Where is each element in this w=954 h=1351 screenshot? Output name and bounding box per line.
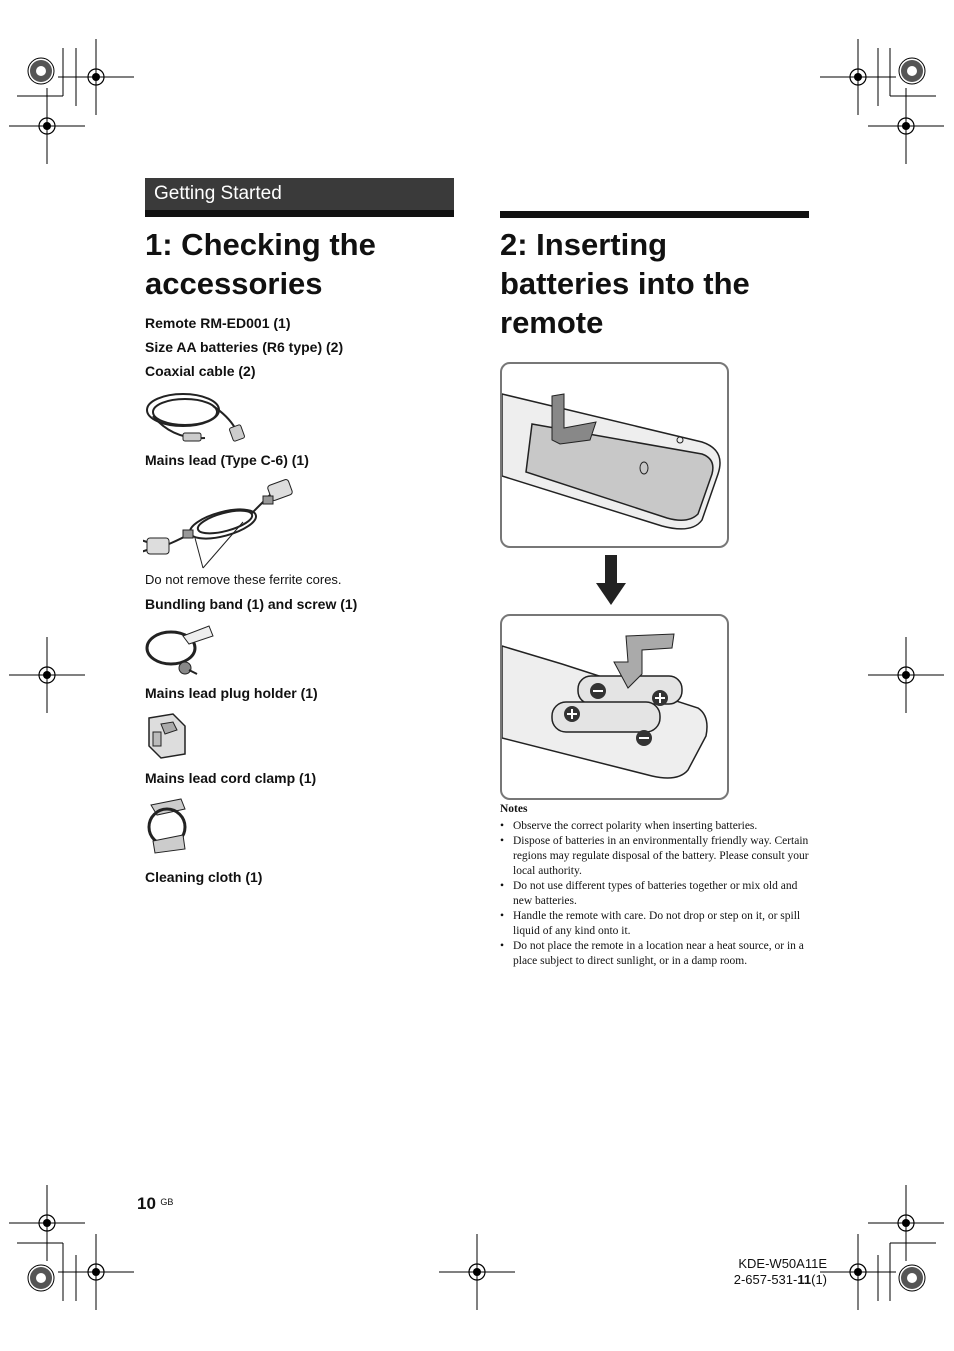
page-number-value: 10: [137, 1194, 156, 1213]
code-bold: 11: [797, 1272, 812, 1287]
heading-line: 1: Checking the: [145, 227, 376, 262]
section-banner: Getting Started: [145, 178, 454, 210]
remote-cover-illustration: [502, 364, 727, 546]
item-coaxial-cable: Coaxial cable (2): [145, 363, 256, 379]
page-number: [137, 1194, 173, 1214]
item-cleaning-cloth: Cleaning cloth (1): [145, 869, 263, 885]
page-number-suffix: GB: [160, 1197, 174, 1207]
coaxial-cable-illustration: [143, 388, 253, 448]
notes-list: [500, 819, 810, 969]
heading-line: 2: Inserting: [500, 227, 668, 262]
batteries-illustration: [502, 616, 727, 798]
battery-insert-figure: [500, 614, 729, 800]
section-2-heading: [500, 225, 820, 342]
note-item: • Dispose of batteries in an environmentally friendly way. Certain regions may regulate disposal of the battery. Please consult your local authority.: [500, 834, 810, 879]
item-bundling-band: Bundling band (1) and screw (1): [145, 596, 358, 612]
item-cord-clamp: Mains lead cord clamp (1): [145, 770, 317, 786]
note-item: • Handle the remote with care. Do not drop or step on it, or spill liquid of any kind onto it.: [500, 909, 810, 939]
item-remote: Remote RM-ED001 (1): [145, 315, 291, 331]
notes-title: Notes: [500, 803, 528, 815]
heading-line: batteries into the: [500, 266, 750, 301]
notes-section: [500, 802, 810, 969]
item-mains-lead: Mains lead (Type C-6) (1): [145, 452, 309, 468]
section-1-heading: [145, 225, 465, 303]
model-number: KDE-W50A11E: [738, 1256, 827, 1271]
code-suffix: (1): [811, 1272, 827, 1287]
section-2-rule: [500, 211, 809, 218]
document-code: [734, 1272, 827, 1288]
note-item: • Observe the correct polarity when inserting batteries.: [500, 819, 810, 834]
heading-line: accessories: [145, 266, 323, 301]
mains-lead-illustration: [143, 478, 303, 573]
item-plug-holder: Mains lead plug holder (1): [145, 685, 318, 701]
ferrite-caption: Do not remove these ferrite cores.: [145, 572, 342, 587]
heading-line: remote: [500, 305, 604, 340]
note-item: • Do not use different types of batteries together or mix old and new batteries.: [500, 879, 810, 909]
model-info: [734, 1256, 827, 1288]
down-arrow-icon: [596, 555, 626, 607]
battery-cover-figure: [500, 362, 729, 548]
banner-rule: [145, 210, 454, 217]
item-batteries: Size AA batteries (R6 type) (2): [145, 339, 344, 355]
bundling-band-illustration: [143, 620, 218, 680]
code-prefix: 2-657-531-: [733, 1272, 798, 1287]
cord-clamp-illustration: [143, 795, 193, 857]
plug-holder-illustration: [143, 710, 193, 762]
note-item: • Do not place the remote in a location near a heat source, or in a place subject to direct sunlight, or in a damp room.: [500, 939, 810, 969]
